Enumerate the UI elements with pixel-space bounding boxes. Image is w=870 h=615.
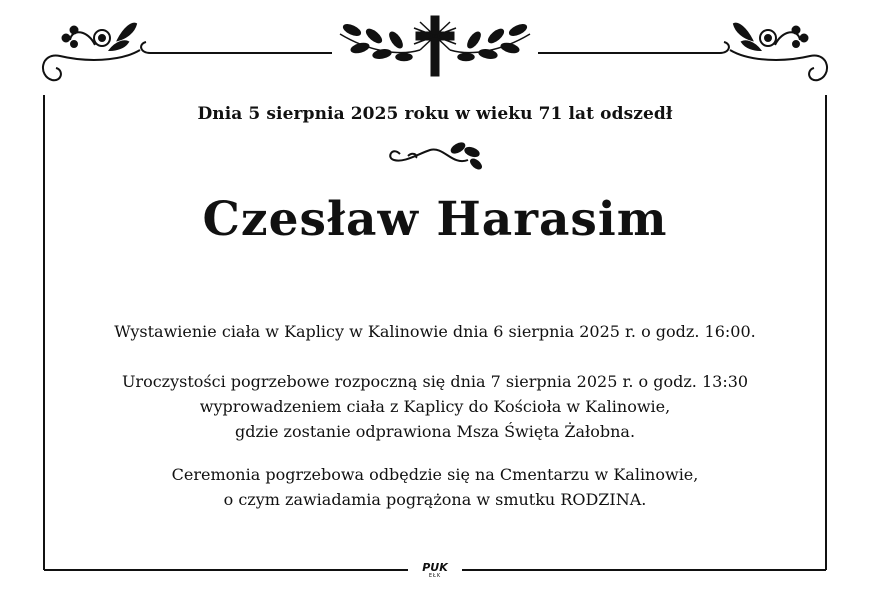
viewing-paragraph <box>0 319 870 344</box>
divider-flourish-icon <box>390 141 482 170</box>
paragraph-line: Wystawienie ciała w Kaplicy w Kalinowie dnia 6 sierpnia 2025 r. o godz. 16:00. <box>114 322 756 341</box>
paragraph-line: o czym zawiadamia pogrążona w smutku RODZINA. <box>223 490 647 509</box>
announcement: Dnia 5 sierpnia 2025 roku w wieku 71 lat odszedł <box>197 104 673 124</box>
puk-logo <box>413 562 457 579</box>
logo-main: PUK <box>422 561 448 574</box>
deceased-name: Czesław Harasim <box>202 192 668 247</box>
laurel-branch-icon <box>450 23 530 61</box>
logo-sub: EŁK <box>428 573 442 579</box>
paragraph-line: gdzie zostanie odprawiona Msza Święta Żałobna. <box>234 422 636 441</box>
paragraph-line: Uroczystości pogrzebowe rozpoczną się dnia 7 sierpnia 2025 r. o godz. 13:30 <box>121 372 749 391</box>
corner-flourish-icon <box>43 24 150 81</box>
paragraph-line: wyprowadzeniem ciała z Kaplicy do Kościoła w Kalinowie, <box>199 397 671 416</box>
cross-icon <box>414 16 456 76</box>
laurel-branch-icon <box>340 23 420 61</box>
paragraph-line: Ceremonia pogrzebowa odbędzie się na Cmentarzu w Kalinowie, <box>171 465 699 484</box>
burial-paragraph <box>0 462 870 512</box>
corner-flourish-icon <box>720 24 827 81</box>
funeral-paragraph <box>0 369 870 444</box>
